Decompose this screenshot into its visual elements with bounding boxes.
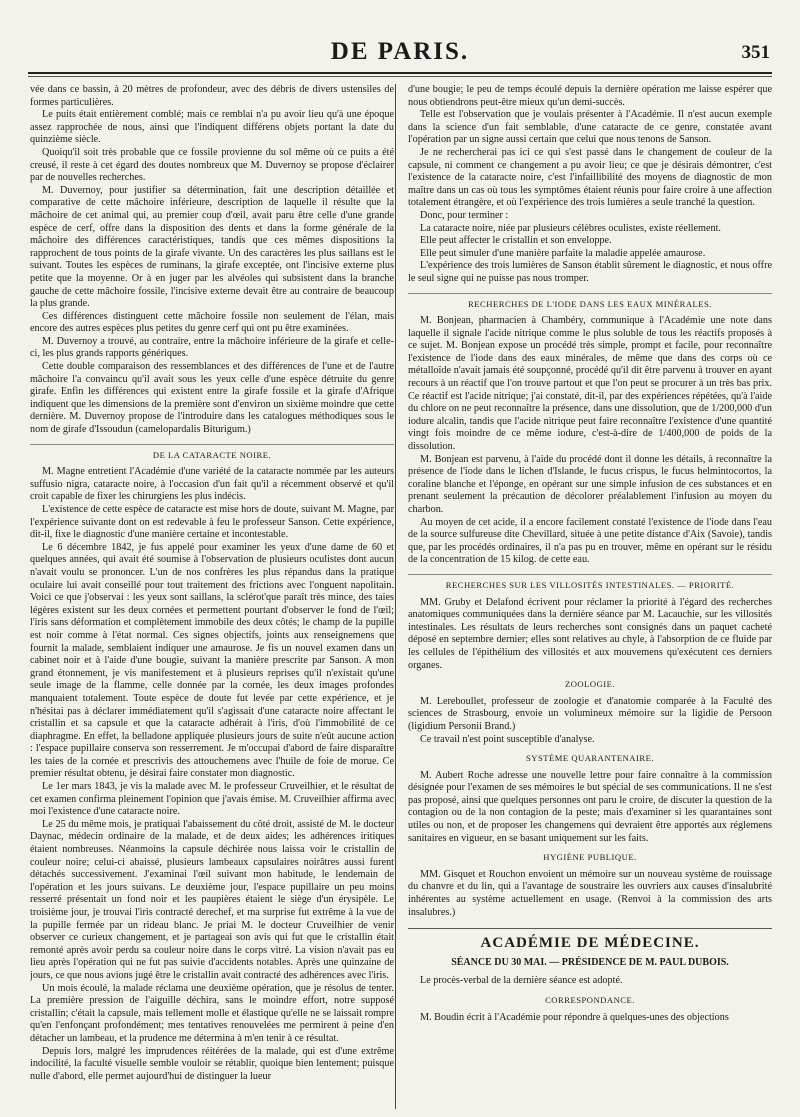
section-heading-hygiene: HYGIÈNE PUBLIQUE. xyxy=(543,852,637,863)
paragraph: Elle peut simuler d'une manière parfaite la maladie appelée amaurose. xyxy=(420,247,706,259)
paragraph: M. Aubert Roche adresse une nouvelle lettre pour faire connaître à la commission désignée pour l'examen de ses mémoires le but spécial de ses communications. Il ne s'est pas proposé, ainsi que quelques personnes ont paru le croire, de discuter la question de la contagion ou de la non contagion de la peste; mais d'examiner si les quarantaines sont utiles ou non, et de proposer les changemens qui devraient être apportés aux réglemens sanitaires en vigueur, en se basant uniquement sur les faits. xyxy=(408,769,772,844)
section-heading-cataracte: DE LA CATARACTE NOIRE. xyxy=(30,444,394,462)
paragraph: MM. Gruby et Delafond écrivent pour réclamer la priorité à l'égard des recherches anatomiques communiquées dans la dernière séance par M. Lacauchie, sur les villosités intestinales. Les résultats de leurs recherches sont consignés dans un paquet cacheté déposé en septembre dernier; elles sont relatives au chyle, à l'absorption de ce fluide par les cellules de l'épithélium des villosités et aux mouvemens qu'exécutent ces derniers organes. xyxy=(408,596,772,671)
section-heading-quarantenaire: SYSTÈME QUARANTENAIRE. xyxy=(526,753,654,764)
header-rule xyxy=(28,72,772,74)
paragraph: Depuis lors, malgré les imprudences réitérées de la malade, qui est d'une extrême indocilité, la faculté visuelle semble vouloir se rétablir, quoique bien lentement; puisque nulle d'abord, elle permet aujourd'hui de distinguer la lueur xyxy=(30,1045,394,1082)
page-body xyxy=(30,84,772,1109)
paragraph: MM. Gisquet et Rouchon envoient un mémoire sur un nouveau système de rouissage du chanvre et du lin, qui a l'avantage de soustraire les ouvriers aux causes d'insalubrité inhérentes au système actuellement en usage. (Renvoi à la commission des arts insalubres.) xyxy=(408,868,772,918)
left-column xyxy=(30,84,394,1109)
paragraph: Au moyen de cet acide, il a encore facilement constaté l'existence de l'iode dans l'eau de la source sulfureuse dite Chevillard, située à une petite distance d'Aix (Savoie), tandis que, par les procédés ordinaires, il n'a pas pu en trouver, même en opérant sur le résidu de la concentration de 15 kilog. de cette eau. xyxy=(408,516,772,566)
paragraph: M. Lereboullet, professeur de zoologie et d'anatomie comparée à la Faculté des sciences de Strasbourg, envoie un volumineux mémoire sur la ligidie de Persoon (ligidium Personii Brand.) xyxy=(408,695,772,732)
paragraph: Ces différences distinguent cette mâchoire fossile non seulement de l'élan, mais encore des autres espèces plus petites du genre cerf qui ont pu être examinées. xyxy=(30,310,394,335)
header-rule-thin xyxy=(28,76,772,77)
paragraph: M. Duvernoy, pour justifier sa détermination, fait une description détaillée et comparative de cette mâchoire inférieure, description de laquelle il résulte que la mâchoire de cet animal qui, au premier coup d'œil, avait paru être celle d'une grande espèce de cerf, offre dans la disposition des dents et dans la forme générale de la mâchoire des différences caractéristiques, tandis que ces mêmes dispositions la rapprochent de tous points de la girafe vivante. Un des caractères les plus saillans est le suivant. Toutes les espèces de ruminans, la girafe exceptée, ont l'incisive externe plus petite que la moyenne. Or à en juger par les alvéoles qui subsistent dans la branche gauche de cette mâchoire fossile, l'incisive externe devait être au contraire de beaucoup la plus grande. xyxy=(30,184,394,310)
section-heading-iode: RECHERCHES DE L'IODE DANS LES EAUX MINÉRALES. xyxy=(408,293,772,311)
paragraph: M. Bonjean, pharmacien à Chambéry, communique à l'Académie une note dans laquelle il signale l'acide nitrique comme le plus soluble de tous les réactifs proposés à ce sujet. M. Bonjean expose un procédé très simple, prompt et facile, pour reconnaître l'existence de l'iode dans des eaux minérales, de même que dans des corps où ce métalloïde n'avait jamais été soupçonné, procédé qu'il dit être parvenu à trouver en ayant recours à un réactif que l'on trouve partout et que l'on peut se procurer à un très bas prix. Ce réactif est l'acide nitrique; j'ai constaté, dit-il, par des expériences répétées, qu'à l'aide du chlore on ne peut reconnaître la présence, dans une dissolution, que de 1/200,000 d'un iodure alcalin, tandis que l'acide nitrique peut faire reconnaître l'existence d'une quantité vingt fois moindre de ce même iodure, c'est-à-dire de 1/400,000 de poids de la dissolution. xyxy=(408,315,772,453)
paragraph: Donc, pour terminer : xyxy=(420,209,509,221)
paragraph: Quoiqu'il soit très probable que ce fossile provienne du sol même où ce puits a été creusé, il reste à cet égard des doutes nombreux que M. Duvernoy se propose d'éclairer par de nouvelles recherches. xyxy=(30,146,394,184)
paragraph: La cataracte noire, niée par plusieurs célèbres oculistes, existe réellement. xyxy=(420,222,721,234)
paragraph: Ce travail n'est point susceptible d'analyse. xyxy=(420,733,595,745)
right-column xyxy=(408,84,772,1109)
journal-title: DE PARIS. xyxy=(330,38,470,65)
section-heading-villosites: RECHERCHES SUR LES VILLOSITÉS INTESTINALES. — PRIORITÉ. xyxy=(408,574,772,592)
page-header xyxy=(0,0,800,70)
paragraph: Le procès-verbal de la dernière séance est adopté. xyxy=(420,975,623,987)
paragraph: Telle est l'observation que je voulais présenter à l'Académie. Il n'est aucun exemple dans la science d'un fait semblable, d'une cataracte de ce genre, constatée avant l'opération par un signe aussi certain que celui que nous tenons de Sanson. xyxy=(408,109,772,146)
paragraph: M. Magne entretient l'Académie d'une variété de la cataracte nommée par les auteurs suffusio nigra, cataracte noire, à l'occasion d'un fait qu'il a récemment observé et qu'il croit capable de fixer les chirurgiens les plus indécis. xyxy=(30,466,394,503)
paragraph: L'existence de cette espèce de cataracte est mise hors de doute, suivant M. Magne, par l'expérience suivante dont on est redevable à feu le professeur Sanson. Cette expérience, dit-il, fixe le diagnostic d'une manière certaine et incontestable. xyxy=(30,504,394,541)
paragraph: Un mois écoulé, la malade réclama une deuxième opération, que je résolus de tenter. La première pression de l'aiguille déchira, sans le moindre effort, notre supposé cristallin; c'était la capsule, mais tellement molle et élastique qu'elle ne se laissait rompre qu'en l'enfonçant profondément; mes tentatives renouvelées me permirent à peine d'en détacher un lambeau, et la prudence me détermina à m'en tenir à ce résultat. xyxy=(30,982,394,1044)
paragraph: M. Bonjean est parvenu, à l'aide du procédé dont il donne les détails, à reconnaître la présence de l'iode dans le lichen d'Islande, le fucus crispus, le fucus helmintocortos, la coraline blanche et l'éponge, en opérant sur une simple infusion de ces substances et en prenant seulement la précaution de décolorer préalablement l'infusion au moyen du charbon. xyxy=(408,453,772,515)
paragraph: d'une bougie; le peu de temps écoulé depuis la dernière opération me laisse espérer que nous obtiendrons peut-être mieux qu'un demi-succès. xyxy=(408,84,772,108)
paragraph: Le 1er mars 1843, je vis la malade avec M. le professeur Cruveilhier, et le résultat de cet examen confirma pleinement l'opinion que j'avais émise. M. Cruveilhier affirma avec moi l'existence d'une cataracte noire. xyxy=(30,781,394,818)
paragraph: Le 6 décembre 1842, je fus appelé pour examiner les yeux d'une dame de 60 et quelques années, qui avait été soumise à l'observation de plusieurs oculistes dont aucun n'avait voulu se prononcer. L'un de nos confrères les plus répandus dans la pratique oculaire lui avait conseillé pour tout traitement des frictions avec l'onguent napolitain. Voici ce que j'observai : les yeux sont saillans, la sclérot'que paraît très mince, des taies légères existent sur les deux cornées et permettent pourtant d'observer le fond de l'œil; l'iris sans déformation et complètement immobile des deux côtés; le champ de la pupille est noir comme à l'état normal. Ces signes objectifs, joints aux renseignemens que fournit la malade, semblaient indiquer une amaurose. Je fis un nouvel examen dans un cabinet noir et à l'aide d'une bougie, suivant la manière prescrite par Sanson. A mon grand étonnement, je vis manifestement et à plusieurs reprises qu'il n'existait qu'une seule image de la flamme, celle donnée par la cornée, les deux images profondes manquaient totalement. Toute espèce de doute fut levée par cette expérience, et je n'hésitai pas à déclarer immédiatement qu'il s'agissait d'une cataracte noire affectant le cristallin et sa capsule et que la cataracte adhérait à l'iris, d'où l'immobilité de ce diaphragme. En effet, la belladone appliquée plusieurs jours de suite n'eût aucune action : l'espace pupillaire conserva son resserrement. Je m'occupai d'abord de faire disparaître les taies de la cornée et prescrivis des attouchemens avec l'huile de foie de morue. Ce premier résultat obtenu, je désirai faire constater mon diagnostic. xyxy=(30,541,394,780)
paragraph: Cette double comparaison des ressemblances et des différences de l'une et de l'autre mâchoire l'a convaincu qu'il avait sous les yeux celle d'une espèce détruite du genre girafe. Enfin les différences qui existent entre la girafe fossile et la girafe d'Afrique indiquent que les dimensions de la première sont d'environ un sixième moindre que cette dernière. M. Duvernoy propose de l'introduire dans les catalogues méthodiques sous le nom de girafe d'Issoudun (camelopardalis Biturigum.) xyxy=(30,361,394,436)
section-heading-correspondance: CORRESPONDANCE. xyxy=(545,995,635,1005)
paragraph: M. Boudin écrit à l'Académie pour répondre à quelques-unes des objections xyxy=(420,1011,729,1023)
paragraph: vée dans ce bassin, à 20 mètres de profondeur, avec des débris de divers ustensiles de formes particulières. xyxy=(30,84,394,108)
academy-title: ACADÉMIE DE MÉDECINE. xyxy=(408,928,772,950)
paragraph: Elle peut affecter le cristallin et son enveloppe. xyxy=(420,235,612,247)
paragraph: Je ne rechercherai pas ici ce qui s'est passé dans le changement de couleur de la capsule, ni comment ce changement a pu avoir lieu; ce que je désirais démontrer, c'est l'existence de la cataracte noire, c'est l'infaillibilité des moyens de diagnostic de mon maître dans un cas où tous les symptômes étaient réunis pour faire croire à une affection totalement étrangère, et où l'expérience des trois lumières a seule tranché la question. xyxy=(408,146,772,209)
paragraph: Le 25 du même mois, je pratiquai l'abaissement du côté droit, assisté de M. le docteur Daynac, médecin ordinaire de la malade, et de deux aides; les adhérences iritiques étaient nombreuses. Néanmoins la capsule déchirée nous laissa voir le cristallin de couleur noire; celui-ci abaissé, plusieurs lambeaux capsulaires noirâtres aussi furent détachés successivement. J'examinai l'œil suivant mon habitude, le lendemain de l'opération et les jours suivans. Le deuxième jour, l'espace pupillaire un peu moins resserré présentait un fond noir et les paupières étaient le siège d'un érysipèle. Le troisième jour, je trouvai l'iris contracté derechef, et ma surprise fut extrême à la vue de la pupille fermée par un rideau blanc. Je priai M. le docteur Cruveilhier de venir observer ce curieux changement, et je partageai son avis qui fut que le cristallin était remonté après avoir perdu sa couleur noire dans le corps vitré. La vision n'avait pas eu lieu après l'opération qui ne fut pas suivie d'accidents notables. Après une quinzaine de jours, ce que nous avions jugé être le cristallin avait contracté des adhérences avec l'iris. xyxy=(30,818,394,981)
paragraph: L'expérience des trois lumières de Sanson établit sûrement le diagnostic, et nous offre le seul signe qui ne puisse pas nous tromper. xyxy=(408,260,772,284)
paragraph: M. Duvernoy a trouvé, au contraire, entre la mâchoire inférieure de la girafe et celle-ci, les plus grands rapports génériques. xyxy=(30,335,394,360)
paragraph: Le puits était entièrement comblé; mais ce remblai n'a pu avoir lieu qu'à une époque assez rapprochée de nous, ainsi que l'indiquent différens objets portant la date du quinzième siècle. xyxy=(30,109,394,146)
section-heading-zoologie: ZOOLOGIE. xyxy=(564,679,616,690)
page-number: 351 xyxy=(741,42,770,63)
seance-heading: SÉANCE DU 30 MAI. — PRÉSIDENCE DE M. PAUL DUBOIS. xyxy=(451,956,729,968)
